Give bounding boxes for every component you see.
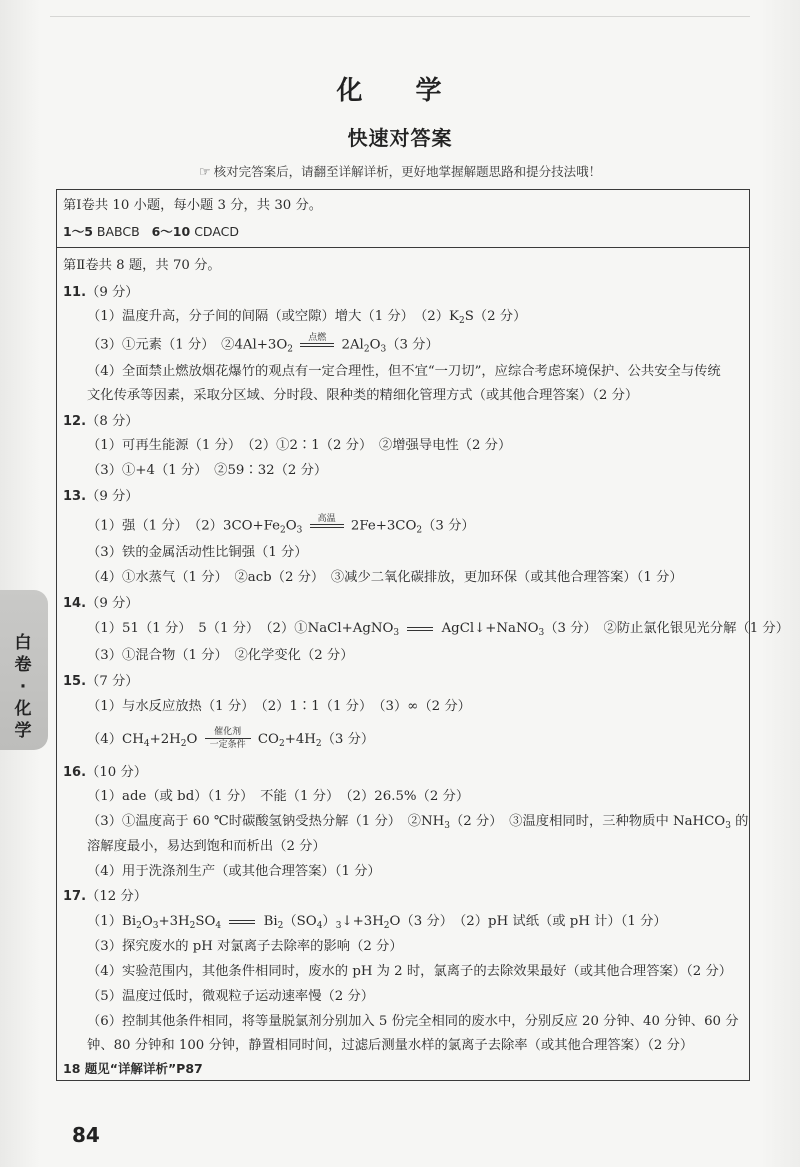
q14-line-2: （3）①混合物（1 分） ②化学变化（2 分） bbox=[87, 648, 354, 663]
page-number: 84 bbox=[72, 1123, 100, 1147]
q17-l1-a: （1）Bi bbox=[87, 914, 137, 929]
q17-l1-f: （SO bbox=[283, 914, 317, 929]
q11-l1-text: （1）温度升高，分子间的间隔（或空隙）增大（1 分） （2）K bbox=[87, 309, 459, 324]
q17-l1-sub8: 2 bbox=[383, 921, 390, 931]
instruction-note bbox=[0, 162, 800, 180]
q17-l1-g: ） bbox=[322, 914, 336, 929]
q15-l2-sub1: 4 bbox=[143, 739, 150, 749]
q16-l2-a: （3）①温度高于 60 ℃时碳酸氢钠受热分解（1 分） ②NH bbox=[87, 814, 445, 829]
instruction-text: 核对完答案后，请翻至详解详析，更好地掌握解题思路和提分技法哦！ bbox=[213, 164, 602, 179]
q17-l1-c: +3H bbox=[158, 914, 190, 929]
q11-number: 11. bbox=[63, 285, 87, 300]
side-tab bbox=[0, 590, 48, 750]
q15-number: 15. bbox=[63, 674, 87, 689]
q11-line-2 bbox=[87, 333, 439, 360]
q15-line-2 bbox=[87, 727, 374, 754]
q17-l1-d: SO bbox=[195, 914, 216, 929]
q17-score: （12 分） bbox=[86, 889, 148, 904]
answers-range-a: 1～5 bbox=[63, 224, 93, 239]
q15-score: （7 分） bbox=[86, 674, 139, 689]
q17-line-2: （3）探究废水的 pH 对氯离子去除率的影响（2 分） bbox=[87, 939, 403, 954]
q15-reaction-condition bbox=[205, 727, 251, 750]
q12-line-1: （1）可再生能源（1 分） （2）①2∶1（2 分） ②增强导电性（2 分） bbox=[87, 438, 512, 453]
q13-number: 13. bbox=[63, 489, 87, 504]
q15-l2-sub3: 2 bbox=[278, 739, 285, 749]
q15-cond-top: 催化剂 bbox=[214, 727, 242, 737]
q11-line-3: （4）全面禁止燃放烟花爆竹的观点有一定合理性，但不宜“一刀切”，应综合考虑环境保护、公共安全与传统 bbox=[87, 364, 721, 379]
q15-l2-sub2: 2 bbox=[180, 739, 187, 749]
q13-header bbox=[63, 487, 139, 507]
answers-b: CDACD bbox=[194, 224, 240, 239]
q17-l1-sub2: 3 bbox=[152, 921, 159, 931]
q17-l1-sub4: 4 bbox=[215, 921, 222, 931]
q14-line-1 bbox=[87, 619, 789, 643]
q16-l2-b: （2 分） ③温度相同时，三种物质中 NaHCO bbox=[449, 814, 726, 829]
q16-l2-c: 的 bbox=[730, 814, 749, 829]
q16-line-1: （1）ade（或 bd）（1 分） 不能（1 分） （2）26.5%（2 分） bbox=[87, 789, 470, 804]
q17-l1-e: Bi bbox=[263, 914, 278, 929]
q11-l2-sub2: 2 bbox=[363, 344, 370, 355]
q15-l2-b: +2H bbox=[149, 732, 181, 747]
q13-line-2: （3）铁的金属活动性比铜强（1 分） bbox=[87, 545, 308, 560]
top-divider bbox=[50, 16, 750, 17]
q16-line-4: （4）用于洗涤剂生产（或其他合理答案）（1 分） bbox=[87, 864, 381, 879]
q13-score: （9 分） bbox=[86, 489, 139, 504]
q11-score: （9 分） bbox=[86, 285, 139, 300]
q11-l2-a: （3）①元素（1 分） ②4Al+3O bbox=[87, 337, 288, 353]
equals-sign bbox=[229, 920, 255, 924]
q14-l1-sub2: 3 bbox=[538, 628, 545, 638]
q12-number: 12. bbox=[63, 414, 87, 429]
q15-l2-d: CO bbox=[257, 732, 279, 747]
q17-line-6: 钟、80 分钟和 100 分钟，静置相同时间，过滤后测量水样的氯离子去除率（或其他合理答案）（2 分） bbox=[87, 1038, 694, 1053]
answers-a: BABCB bbox=[96, 224, 140, 239]
q12-line-2: （3）①+4（1 分） ②59∶32（2 分） bbox=[87, 463, 328, 478]
q17-l1-sub3: 2 bbox=[189, 921, 196, 931]
q17-line-4: （5）温度过低时，微观粒子运动速率慢（2 分） bbox=[87, 989, 375, 1004]
section-1-heading: 第Ⅰ卷共 10 小题，每小题 3 分，共 30 分。 bbox=[63, 198, 323, 213]
q11-l2-c: O bbox=[369, 337, 381, 353]
q17-l1-h: ↓+3H bbox=[341, 914, 384, 929]
q16-line-3: 溶解度最小，易达到饱和而析出（2 分） bbox=[87, 839, 326, 854]
q14-l1-b: AgCl↓+NaNO bbox=[441, 621, 539, 636]
q11-l2-b: 2Al bbox=[341, 337, 364, 353]
q15-header bbox=[63, 672, 139, 692]
q12-score: （8 分） bbox=[86, 414, 139, 429]
section-2-heading: 第Ⅱ卷共 8 题，共 70 分。 bbox=[63, 258, 221, 273]
q16-number: 16. bbox=[63, 765, 87, 780]
q11-l2-sub3: 3 bbox=[380, 344, 387, 355]
q11-reaction-condition bbox=[300, 333, 334, 357]
q14-number: 14. bbox=[63, 596, 87, 611]
q17-l1-i: O（3 分） （2）pH 试纸（或 pH 计）（1 分） bbox=[389, 914, 667, 929]
q13-l1-sub3: 2 bbox=[416, 525, 423, 536]
q13-l1-d: （3 分） bbox=[422, 518, 475, 534]
q13-reaction-condition bbox=[310, 514, 344, 538]
q14-header bbox=[63, 594, 139, 614]
page-title: 化 学 bbox=[336, 76, 464, 106]
q14-l1-sub1: 3 bbox=[393, 628, 400, 638]
q17-l1-sub7: 3 bbox=[335, 921, 342, 931]
q15-l2-c: O bbox=[186, 732, 198, 747]
q17-line-5: （6）控制其他条件相同，将等量脱氯剂分别加入 5 份完全相同的废水中，分别反应 20 分钟、40 分钟、60 分 bbox=[87, 1014, 739, 1029]
q15-line-1: （1）与水反应放热（1 分） （2）1∶1（1 分） （3）∞（2 分） bbox=[87, 699, 471, 714]
q11-line-1 bbox=[87, 307, 526, 331]
q11-l1-end: S（2 分） bbox=[464, 309, 527, 324]
q17-l1-sub6: 4 bbox=[316, 921, 323, 931]
q16-l2-sub: 3 bbox=[444, 821, 450, 831]
arrow-line bbox=[205, 738, 251, 739]
q15-l2-e: +4H bbox=[284, 732, 316, 747]
q15-l2-a: （4）CH bbox=[87, 732, 144, 747]
q17-l1-sub5: 2 bbox=[277, 921, 284, 931]
q15-l2-sub4: 2 bbox=[315, 739, 322, 749]
q15-cond-bottom: 一定条件 bbox=[209, 740, 246, 750]
q17-number: 17. bbox=[63, 889, 87, 904]
q11-cond-text: 点燃 bbox=[308, 333, 327, 343]
q13-l1-sub1: 2 bbox=[280, 525, 286, 536]
hand-pointer-icon: ☞ bbox=[198, 165, 211, 180]
q13-l1-c: 2Fe+3CO bbox=[350, 518, 417, 534]
equals-sign bbox=[407, 627, 433, 631]
q17-l1-b: O bbox=[141, 914, 153, 929]
q11-l2-sub1: 2 bbox=[287, 344, 294, 355]
q14-l1-a: （1）51（1 分） 5（1 分） （2）①NaCl+AgNO bbox=[87, 621, 394, 636]
side-tab-label: 白 卷 · 化 学 bbox=[14, 633, 32, 741]
q12-header bbox=[63, 412, 139, 432]
q17-line-1 bbox=[87, 912, 667, 936]
q15-l2-f: （3 分） bbox=[321, 732, 375, 747]
q13-line-3: （4）①水蒸气（1 分） ②acb（2 分） ③减少二氧化碳排放，更加环保（或其他合理答案）（1 分） bbox=[87, 570, 683, 585]
q16-score: （10 分） bbox=[86, 765, 148, 780]
section-1 bbox=[57, 190, 749, 248]
q11-l1-sub: 2 bbox=[458, 316, 465, 326]
q13-l1-a: （1）强（1 分） （2）3CO+Fe bbox=[87, 518, 281, 534]
q13-cond-text: 高温 bbox=[317, 514, 336, 524]
q13-l1-sub2: 3 bbox=[296, 525, 303, 536]
q11-l2-d: （3 分） bbox=[386, 337, 439, 353]
q13-l1-b: O bbox=[285, 518, 297, 534]
q14-score: （9 分） bbox=[86, 596, 139, 611]
q17-line-3: （4）实验范围内，其他条件相同时，废水的 pH 为 2 时，氯离子的去除效果最好（或其他合理答案）（2 分） bbox=[87, 964, 733, 979]
q13-line-1 bbox=[87, 514, 475, 541]
answer-box bbox=[56, 189, 790, 1081]
q16-l2-sub2: 3 bbox=[725, 821, 731, 831]
q17-header bbox=[63, 887, 147, 907]
page-subtitle: 快速对答案 bbox=[347, 126, 453, 150]
q17-l1-sub1: 2 bbox=[136, 921, 142, 931]
q16-line-2 bbox=[87, 812, 748, 836]
section-1-answers bbox=[63, 222, 239, 242]
answers-range-b: 6～10 bbox=[151, 224, 191, 239]
q11-header bbox=[63, 283, 139, 303]
q18-reference: 18 题见“详解详析”P87 bbox=[63, 1061, 203, 1076]
q16-header bbox=[63, 763, 147, 783]
q14-l1-c: （3 分） ②防止氯化银见光分解（1 分） bbox=[544, 621, 790, 636]
q11-line-4: 文化传承等因素，采取分区域、分时段、限种类的精细化管理方式（或其他合理答案）（2 分） bbox=[87, 388, 639, 403]
